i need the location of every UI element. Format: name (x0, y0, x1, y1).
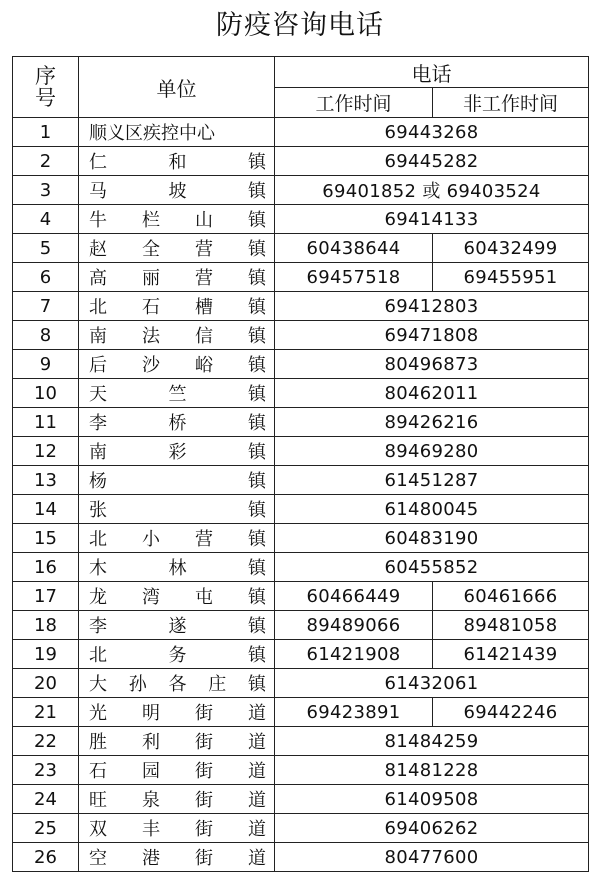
unit-char: 镇 (248, 500, 266, 521)
row-index: 13 (13, 466, 79, 495)
row-phone-work: 60438644 (275, 234, 433, 263)
unit-char: 木 (89, 558, 107, 579)
row-index: 10 (13, 379, 79, 408)
row-index: 21 (13, 698, 79, 727)
unit-char: 彩 (168, 442, 187, 463)
row-index: 7 (13, 292, 79, 321)
unit-char: 龙 (89, 587, 107, 608)
unit-char: 沙 (142, 355, 160, 376)
unit-char: 桥 (168, 413, 187, 434)
row-phone: 89426216 (275, 408, 589, 437)
unit-char: 空 (89, 848, 107, 869)
row-index: 23 (13, 756, 79, 785)
unit-char: 道 (248, 732, 266, 753)
table-row (13, 437, 589, 466)
unit-char: 镇 (248, 529, 266, 550)
table-row (13, 263, 589, 292)
unit-char: 牛 (89, 210, 107, 231)
unit-name (89, 409, 266, 435)
table-row (13, 640, 589, 669)
row-unit (79, 292, 275, 321)
unit-char: 镇 (248, 297, 266, 318)
unit-char: 街 (195, 703, 213, 724)
row-index: 18 (13, 611, 79, 640)
row-unit (79, 698, 275, 727)
unit-char: 峪 (195, 355, 213, 376)
row-unit (79, 814, 275, 843)
table-row (13, 582, 589, 611)
unit-char: 南 (89, 326, 107, 347)
row-index: 24 (13, 785, 79, 814)
row-phone: 61451287 (275, 466, 589, 495)
row-unit (79, 582, 275, 611)
row-phone: 60483190 (275, 524, 589, 553)
unit-char: 镇 (248, 239, 266, 260)
unit-char: 镇 (248, 413, 266, 434)
row-phone: 61480045 (275, 495, 589, 524)
unit-name (89, 380, 266, 406)
unit-char: 后 (89, 355, 107, 376)
row-unit (79, 495, 275, 524)
unit-name: 顺义区疾控中心 (89, 123, 215, 144)
row-index: 8 (13, 321, 79, 350)
row-index: 25 (13, 814, 79, 843)
unit-char: 坡 (168, 181, 187, 202)
unit-char: 和 (168, 152, 187, 173)
unit-name (89, 235, 266, 261)
unit-char: 镇 (248, 210, 266, 231)
unit-char: 石 (142, 297, 160, 318)
unit-char: 杨 (89, 471, 107, 492)
row-index: 12 (13, 437, 79, 466)
row-index: 5 (13, 234, 79, 263)
unit-char: 街 (195, 790, 213, 811)
row-phone: 69401852 或 69403524 (275, 176, 589, 205)
row-phone: 80477600 (275, 843, 589, 872)
table-row (13, 321, 589, 350)
table-row (13, 292, 589, 321)
unit-char: 北 (89, 297, 107, 318)
unit-char: 镇 (248, 326, 266, 347)
unit-char: 北 (89, 645, 107, 666)
row-phone-work: 69423891 (275, 698, 433, 727)
row-unit (79, 785, 275, 814)
unit-char: 营 (195, 268, 213, 289)
unit-char: 庄 (208, 674, 227, 695)
table-row (13, 379, 589, 408)
unit-name (89, 583, 266, 609)
unit-char: 道 (248, 790, 266, 811)
unit-char: 道 (248, 761, 266, 782)
row-index: 3 (13, 176, 79, 205)
unit-char: 镇 (248, 645, 266, 666)
unit-char: 栏 (142, 210, 160, 231)
unit-char: 天 (89, 384, 107, 405)
unit-name (89, 322, 266, 348)
unit-char: 仁 (89, 152, 107, 173)
table-row (13, 408, 589, 437)
row-phone: 69406262 (275, 814, 589, 843)
row-phone: 89469280 (275, 437, 589, 466)
row-phone-nonwork: 61421439 (433, 640, 589, 669)
row-phone-nonwork: 60461666 (433, 582, 589, 611)
table-row (13, 553, 589, 582)
table-row (13, 205, 589, 234)
row-index: 14 (13, 495, 79, 524)
row-phone: 69414133 (275, 205, 589, 234)
unit-char: 遂 (168, 616, 187, 637)
row-unit (79, 524, 275, 553)
row-unit (79, 205, 275, 234)
unit-char: 马 (89, 181, 107, 202)
unit-char: 张 (89, 500, 107, 521)
unit-char: 丽 (142, 268, 160, 289)
unit-char: 李 (89, 413, 107, 434)
unit-char: 利 (142, 732, 160, 753)
row-unit (79, 611, 275, 640)
unit-name (89, 757, 266, 783)
unit-char: 务 (168, 645, 187, 666)
row-phone: 69443268 (275, 118, 589, 147)
row-phone: 69471808 (275, 321, 589, 350)
row-unit (79, 408, 275, 437)
unit-name (89, 293, 266, 319)
phone-table (12, 56, 589, 872)
unit-char: 镇 (248, 558, 266, 579)
unit-name (89, 670, 266, 696)
row-unit (79, 234, 275, 263)
unit-char: 胜 (89, 732, 107, 753)
unit-char: 街 (195, 732, 213, 753)
unit-char: 湾 (142, 587, 160, 608)
row-unit (79, 466, 275, 495)
unit-name (89, 728, 266, 754)
unit-name (89, 148, 266, 174)
unit-char: 法 (142, 326, 160, 347)
row-unit (79, 727, 275, 756)
unit-char: 竺 (168, 384, 187, 405)
unit-char: 道 (248, 848, 266, 869)
unit-char: 李 (89, 616, 107, 637)
row-index: 26 (13, 843, 79, 872)
row-phone-nonwork: 69455951 (433, 263, 589, 292)
unit-char: 石 (89, 761, 107, 782)
table-row (13, 466, 589, 495)
table-row (13, 350, 589, 379)
unit-char: 赵 (89, 239, 107, 260)
row-index: 19 (13, 640, 79, 669)
table-row (13, 495, 589, 524)
unit-name (89, 786, 266, 812)
row-index: 4 (13, 205, 79, 234)
row-phone: 81484259 (275, 727, 589, 756)
row-index: 22 (13, 727, 79, 756)
table-row (13, 234, 589, 263)
row-phone-nonwork: 89481058 (433, 611, 589, 640)
unit-char: 大 (89, 674, 107, 695)
table-row (13, 147, 589, 176)
unit-char: 光 (89, 703, 107, 724)
unit-char: 镇 (248, 587, 266, 608)
unit-name (89, 815, 266, 841)
header-phone: 电话 (275, 57, 589, 88)
unit-char: 小 (142, 529, 160, 550)
unit-char: 街 (195, 848, 213, 869)
table-row (13, 611, 589, 640)
unit-name (89, 206, 266, 232)
unit-char: 营 (195, 529, 213, 550)
header-non-work-time: 非工作时间 (433, 88, 589, 118)
row-unit (79, 437, 275, 466)
unit-char: 营 (195, 239, 213, 260)
row-index: 1 (13, 118, 79, 147)
row-unit (79, 756, 275, 785)
table-row (13, 727, 589, 756)
row-phone: 80496873 (275, 350, 589, 379)
row-phone: 60455852 (275, 553, 589, 582)
unit-char: 孙 (128, 674, 147, 695)
unit-name (89, 351, 266, 377)
row-phone: 61432061 (275, 669, 589, 698)
row-index: 17 (13, 582, 79, 611)
unit-char: 街 (195, 761, 213, 782)
row-index: 6 (13, 263, 79, 292)
row-unit (79, 669, 275, 698)
row-phone: 69412803 (275, 292, 589, 321)
unit-char: 园 (142, 761, 160, 782)
table-row (13, 756, 589, 785)
row-unit (79, 176, 275, 205)
row-unit (79, 553, 275, 582)
unit-char: 道 (248, 819, 266, 840)
row-index: 11 (13, 408, 79, 437)
row-unit (79, 321, 275, 350)
unit-char: 道 (248, 703, 266, 724)
unit-char: 各 (168, 674, 187, 695)
unit-name (89, 496, 266, 522)
unit-char: 明 (142, 703, 160, 724)
unit-char: 高 (89, 268, 107, 289)
row-phone: 69445282 (275, 147, 589, 176)
table-row (13, 785, 589, 814)
row-phone: 61409508 (275, 785, 589, 814)
unit-char: 全 (142, 239, 160, 260)
table-row (13, 524, 589, 553)
header-work-time: 工作时间 (275, 88, 433, 118)
unit-char: 屯 (195, 587, 213, 608)
unit-char: 南 (89, 442, 107, 463)
row-phone-nonwork: 69442246 (433, 698, 589, 727)
row-unit (79, 843, 275, 872)
unit-char: 镇 (248, 384, 266, 405)
header-index: 序号 (13, 57, 79, 118)
unit-name (89, 844, 266, 870)
row-phone-work: 69457518 (275, 263, 433, 292)
unit-char: 槽 (195, 297, 213, 318)
row-phone-work: 61421908 (275, 640, 433, 669)
unit-char: 港 (142, 848, 160, 869)
row-phone-work: 89489066 (275, 611, 433, 640)
row-phone: 81481228 (275, 756, 589, 785)
table-row (13, 814, 589, 843)
unit-char: 镇 (248, 616, 266, 637)
unit-char: 街 (195, 819, 213, 840)
unit-name (89, 467, 266, 493)
unit-name (89, 612, 266, 638)
unit-char: 镇 (248, 152, 266, 173)
row-index: 20 (13, 669, 79, 698)
unit-char: 镇 (248, 355, 266, 376)
unit-name (89, 699, 266, 725)
table-row (13, 698, 589, 727)
row-index: 16 (13, 553, 79, 582)
unit-char: 镇 (248, 181, 266, 202)
unit-char: 镇 (248, 674, 266, 695)
unit-char: 泉 (142, 790, 160, 811)
table-row (13, 176, 589, 205)
unit-char: 山 (195, 210, 213, 231)
table-row (13, 118, 589, 147)
unit-name (89, 554, 266, 580)
unit-char: 林 (168, 558, 187, 579)
unit-name (89, 438, 266, 464)
row-index: 15 (13, 524, 79, 553)
row-unit (79, 147, 275, 176)
table-body (13, 118, 589, 872)
row-unit (79, 640, 275, 669)
table-row (13, 843, 589, 872)
row-phone-nonwork: 60432499 (433, 234, 589, 263)
row-phone-work: 60466449 (275, 582, 433, 611)
header-unit: 单位 (79, 57, 275, 118)
unit-char: 旺 (89, 790, 107, 811)
unit-char: 镇 (248, 442, 266, 463)
unit-name (89, 641, 266, 667)
unit-name (89, 177, 266, 203)
row-unit (79, 350, 275, 379)
unit-name (89, 264, 266, 290)
row-phone: 80462011 (275, 379, 589, 408)
row-unit (79, 379, 275, 408)
page-title: 防疫咨询电话 (216, 10, 384, 41)
unit-char: 双 (89, 819, 107, 840)
unit-char: 镇 (248, 268, 266, 289)
unit-name (89, 525, 266, 551)
table-row (13, 669, 589, 698)
row-unit (79, 263, 275, 292)
unit-char: 镇 (248, 471, 266, 492)
row-unit (79, 118, 275, 147)
unit-char: 北 (89, 529, 107, 550)
row-index: 9 (13, 350, 79, 379)
unit-char: 丰 (142, 819, 160, 840)
row-index: 2 (13, 147, 79, 176)
unit-char: 信 (195, 326, 213, 347)
